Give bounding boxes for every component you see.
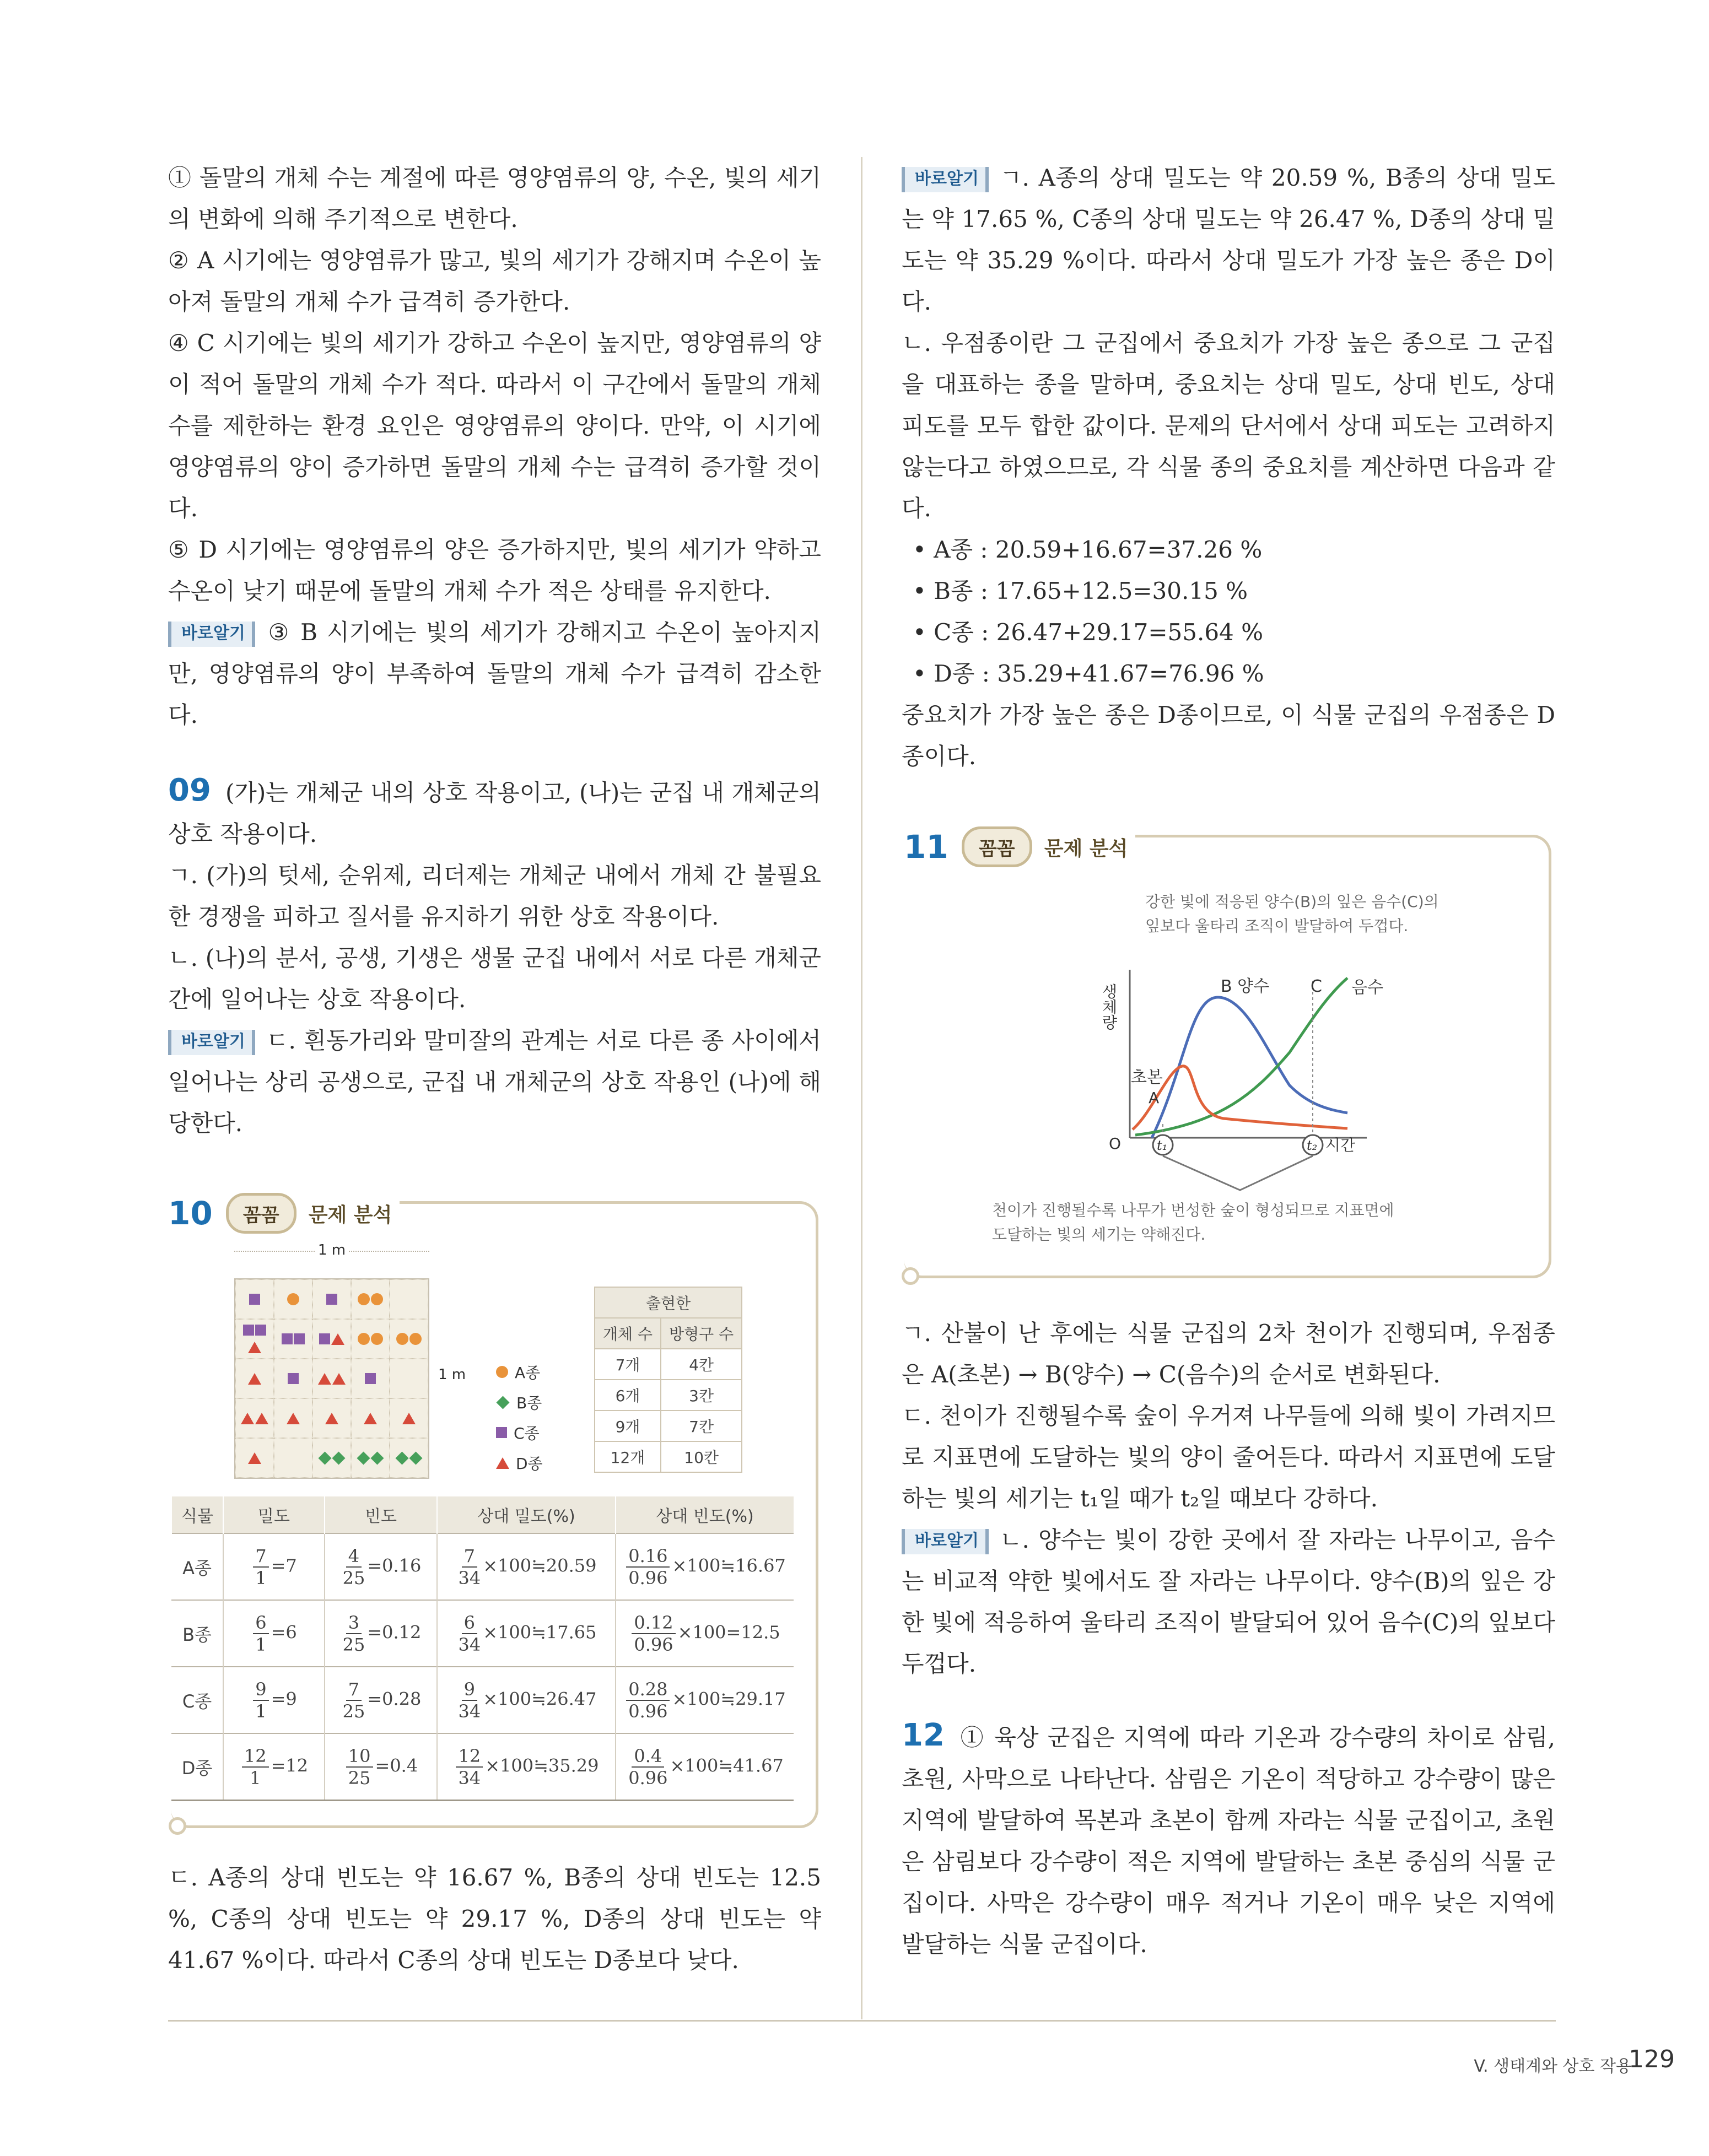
paragraph-text: ① 육상 군집은 지역에 따라 기온과 강수량의 차이로 삼림, 초원, 사막으로 나타난다. 삼림은 기온이 적당하고 강수량이 많은 지역에 발달하여 목본과 초본이 함께 자라는 식물 군집이고, 초원은 삼림보다 강수량이 적은 지역에 발달하는 초본 중심의 식물 군집이다. 사막은 강수량이 매우 적거나 기온이 매우 낮은 지역에 발달하는 식물 군집이다. [902,1724,1555,1958]
paragraph: ㄷ. A종의 상대 빈도는 약 16.67 %, B종의 상대 빈도는 12.5 %, C종의 상대 빈도는 약 29.17 %, D종의 상대 빈도는 약 41.67 %이다. 따라서 C종의 상대 빈도는 D종보다 낮다. [168,1864,821,1974]
q10-after [168,1857,821,1981]
rel-frequency-cell: $\frac{0.16}{0.96}$ ×100≒16.67 [616,1533,794,1600]
occurrence-table [594,1287,742,1473]
question-number: 12 [902,1717,945,1753]
legend-c: C종 [496,1422,540,1444]
curve-c-shade-tree [1135,978,1347,1135]
paragraph: ② A 시기에는 영양염류가 많고, 빛의 세기가 강해지며 수온이 높아져 돌말의 개체 수가 급격히 증가한다. [168,247,821,315]
table-row [171,1667,794,1733]
table-row [171,1733,794,1801]
paragraph: ㄱ. (가)의 텃세, 순위제, 리더제는 개체군 내에서 개체 간 불필요한 경쟁을 피하고 질서를 유지하기 위한 상호 작용이다. [168,862,821,930]
correction-badge: 바로알기 [168,1030,255,1055]
table-row: 6개 3칸 [595,1380,742,1411]
page-number: 129 [1629,2045,1675,2073]
calculation-table [171,1496,794,1801]
section-title: V. 생태계와 상호 작용 [1474,2057,1632,2076]
paragraph: ㄱ. 산불이 난 후에는 식물 군집의 2차 천이가 진행되며, 우점종은 A(초본) → B(양수) → C(음수)의 순서로 변화된다. [902,1320,1555,1388]
density-cell: $\frac{6}{1}$ =6 [223,1600,325,1667]
left-column [168,157,821,1144]
density-cell: $\frac{12}{1}$ =12 [223,1733,325,1801]
question-12 [902,1715,1555,1965]
legend-d: D종 [496,1452,543,1474]
legend-a: A종 [496,1361,540,1383]
y-label: 생체량 [1099,984,1118,1030]
paragraph: ① 돌말의 개체 수는 계절에 따른 영양염류의 양, 수온, 빛의 세기의 변화에 의해 주기적으로 변한다. [168,164,821,233]
paragraph-text: (가)는 개체군 내의 상호 작용이고, (나)는 군집 내 개체군의 상호 작용이다. [168,779,821,847]
box-knob [169,1817,186,1835]
species-cell: C종 [171,1667,223,1733]
density-cell: $\frac{9}{1}$ =9 [223,1667,325,1733]
paragraph: ④ C 시기에는 빛의 세기가 강하고 수온이 높지만, 영양염류의 양이 적어 돌말의 개체 수가 적다. 따라서 이 구간에서 돌말의 개체 수를 제한하는 환경 요인은 영양염류의 양이다. 만약, 이 시기에 영양염류의 양이 증가하면 돌말의 개체 수는 급격히 증가할 것이다. [168,329,821,522]
rel-density-cell: $\frac{12}{34}$ ×100≒35.29 [437,1733,616,1801]
correction-badge: 바로알기 [168,622,255,647]
q11-explanation [902,1312,1555,1965]
correction-badge: 바로알기 [902,167,989,192]
paragraph: 중요치가 가장 높은 종은 D종이므로, 이 식물 군집의 우점종은 D종이다. [902,701,1555,770]
kkomkkom-badge: 꼼꼼 [962,826,1032,867]
analysis-header-11 [904,826,1135,867]
frequency-cell: $\frac{10}{25}$ =0.4 [325,1733,437,1801]
paragraph: ㄴ. (나)의 분서, 공생, 기생은 생물 군집 내에서 서로 다른 개체군 간에 일어나는 상호 작용이다. [168,944,821,1013]
table-row: 12개 10칸 [595,1441,742,1472]
paragraph-text: ㄴ. 양수는 빛이 강한 곳에서 잘 자라는 나무이고, 음수는 비교적 약한 빛에서도 잘 자라는 나무이다. 양수(B)의 잎은 강한 빛에 적응하여 울타리 조직이 발달되어 있어 음수(C)의 잎보다 두껍다. [902,1526,1556,1677]
occ-header: 개체 수 [595,1318,661,1349]
rel-frequency-cell: $\frac{0.4}{0.96}$ ×100≒41.67 [616,1733,794,1801]
rel-density-cell: $\frac{9}{34}$ ×100≒26.47 [437,1667,616,1733]
paragraph [168,1020,821,1144]
table-row [171,1533,794,1600]
rel-density-cell: $\frac{7}{34}$ ×100≒20.59 [437,1533,616,1600]
right-column [902,157,1555,777]
list-item: • C종 : 26.47+29.17=55.64 % [913,619,1264,646]
t2-label: t₂ [1307,1138,1318,1153]
analysis-title: 문제 분석 [308,1203,392,1226]
question-09 [168,770,821,855]
question-number: 09 [168,772,211,808]
note-top: 강한 빛에 적응된 양수(B)의 잎은 음수(C)의 잎보다 울타리 조직이 발달하여 두껍다. [1145,893,1439,935]
label-a1: 초본 [1131,1068,1163,1087]
analysis-title: 문제 분석 [1044,837,1128,860]
occ-header: 방형구 수 [661,1318,742,1349]
density-cell: $\frac{7}{1}$ =7 [223,1533,325,1600]
rel-density-cell: $\frac{6}{34}$ ×100≒17.65 [437,1600,616,1667]
paragraph-text: ③ B 시기에는 빛의 세기가 강해지고 수온이 높아지지만, 영양염류의 양이 부족하여 돌말의 개체 수가 급격히 감소한다. [168,619,821,728]
kkomkkom-badge: 꼼꼼 [226,1193,296,1234]
col-header: 식물 [171,1496,223,1533]
paragraph-text: ㄷ. 흰동가리와 말미잘의 관계는 서로 다른 종 사이에서 일어나는 상리 공생으로, 군집 내 개체군의 상호 작용인 (나)에 해당한다. [168,1027,821,1137]
x-label: 시간 [1325,1136,1356,1154]
t1-label: t₁ [1157,1138,1168,1153]
table-row: 9개 7칸 [595,1411,742,1441]
list-item: • D종 : 35.29+41.67=76.96 % [913,660,1264,687]
list-item: • A종 : 20.59+16.67=37.26 % [913,536,1263,563]
quadrat-grid [234,1278,429,1479]
frequency-cell: $\frac{4}{25}$ =0.16 [325,1533,437,1600]
col-header: 상대 밀도(%) [437,1496,616,1533]
footer-rule [168,2020,1556,2022]
paragraph [902,1519,1555,1684]
paragraph: ㄴ. 우점종이란 그 군집에서 중요치가 가장 높은 종으로 그 군집을 대표하는 종을 말하며, 중요치는 상대 밀도, 상대 빈도, 상대 피도를 모두 합한 값이다. 문제의 단서에서 상대 피도는 고려하지 않는다고 하였으므로, 각 식물 종의 중요치를 계산하면 다음과 같다. [902,329,1555,522]
paragraph [168,612,821,736]
paragraph: ⑤ D 시기에는 영양염류의 양은 증가하지만, 빛의 세기가 약하고 수온이 낮기 때문에 돌말의 개체 수가 적은 상태를 유지한다. [168,536,821,604]
list-item: • B종 : 17.65+12.5=30.15 % [913,577,1248,604]
table-row: 7개 4칸 [595,1349,742,1380]
paragraph [902,157,1555,322]
paragraph-text: ㄱ. A종의 상대 밀도는 약 20.59 %, B종의 상대 밀도는 약 17.65 %, C종의 상대 밀도는 약 26.47 %, D종의 상대 밀도는 약 35.29 %이다. 따라서 상대 밀도가 가장 높은 종은 D이다. [902,164,1555,315]
legend-b: B종 [496,1391,542,1413]
column-divider [861,157,862,2019]
rel-frequency-cell: $\frac{0.12}{0.96}$ ×100=12.5 [616,1600,794,1667]
species-cell: B종 [171,1600,223,1667]
occ-title: 출현한 [595,1287,742,1318]
label-c2: 음수 [1351,978,1383,997]
label-c: C [1311,977,1322,996]
species-cell: D종 [171,1733,223,1801]
grid-height-label: 1 m [438,1366,466,1383]
paragraph: ㄷ. 천이가 진행될수록 숲이 우거져 나무들에 의해 빛이 가려지므로 지표면에 도달하는 빛의 양이 줄어든다. 따라서 지표면에 도달하는 빛의 세기는 t₁일 때가 t₂일 때보다 강하다. [902,1402,1555,1512]
question-number: 10 [168,1195,213,1232]
table-row [171,1600,794,1667]
curve-a-herb [1133,1066,1347,1130]
box-knob [902,1267,919,1285]
col-header: 상대 빈도(%) [616,1496,794,1533]
correction-badge: 바로알기 [902,1529,989,1554]
origin-label: O [1109,1134,1122,1153]
analysis-header-10 [168,1193,400,1234]
label-b: B 양수 [1221,977,1270,996]
frequency-cell: $\frac{3}{25}$ =0.12 [325,1600,437,1667]
species-cell: A종 [171,1533,223,1600]
col-header: 빈도 [325,1496,437,1533]
note-bottom: 천이가 진행될수록 나무가 번성한 숲이 형성되므로 지표면에 도달하는 빛의 세기는 약해진다. [992,1201,1394,1244]
col-header: 밀도 [223,1496,325,1533]
label-a2: A [1149,1089,1160,1107]
succession-graph [1099,959,1411,1201]
grid-width-label: 1 m [234,1251,429,1268]
frequency-cell: $\frac{7}{25}$ =0.28 [325,1667,437,1733]
question-number: 11 [904,828,948,866]
rel-frequency-cell: $\frac{0.28}{0.96}$ ×100≒29.17 [616,1667,794,1733]
